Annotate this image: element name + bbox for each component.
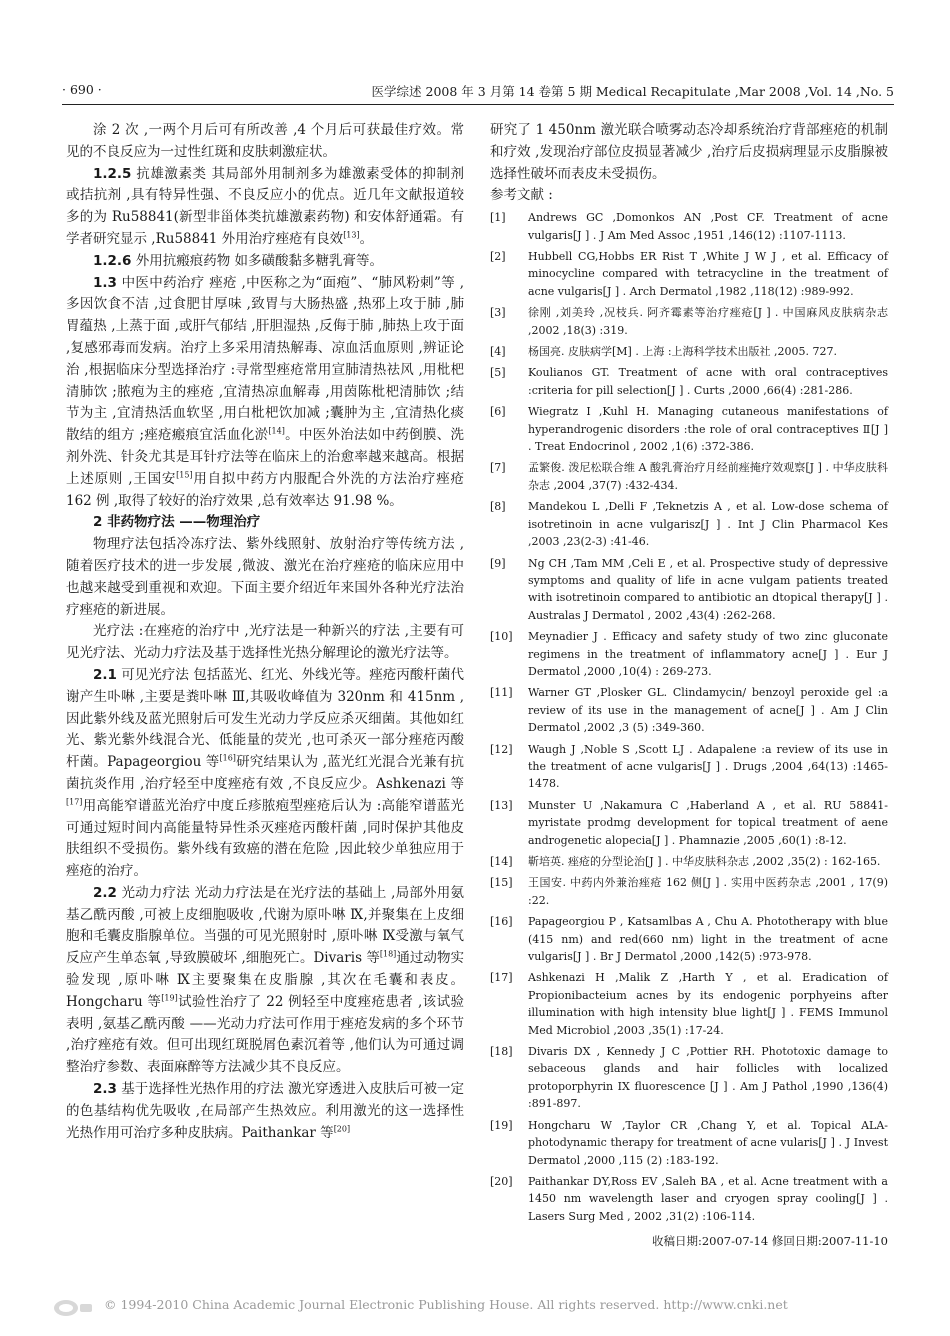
reference-text: Hongcharu W ,Taylor CR ,Chang Y, et al. Topical ALA-photodynamic therapy for treatment of acne vularis[J ] . J Invest Dermatol ,2000 ,115 (2) :183-192. bbox=[528, 1118, 888, 1167]
reference-text: Waugh J ,Noble S ,Scott LJ . Adapalene :a review of its use in the treatment of acne vulgaris[J ] . Drugs ,2004 ,64(13) :1465-1478. bbox=[528, 742, 888, 791]
page-number: · 690 · bbox=[62, 82, 102, 97]
reference-number: [12] bbox=[490, 742, 513, 756]
reference-item bbox=[490, 1173, 888, 1225]
citation-ref: [20] bbox=[333, 1124, 351, 1134]
reference-number: [13] bbox=[490, 798, 513, 812]
light-therapy-paragraph: 光疗法 :在痤疮的治疗中 ,光疗法是一种新兴的疗法 ,主要有可见光疗法、光动力疗法及基于选择性光热分解理论的激光疗法等。 bbox=[66, 623, 464, 662]
reference-text: 杨国亮. 皮肤病学[M] . 上海 :上海科学技术出版社 ,2005. 727. bbox=[528, 345, 838, 359]
reference-text: Ashkenazi H ,Malik Z ,Harth Y , et al. Eradication of Propionibacteium acnes by its endogenic porphyeins after illumination with high intensity blue light[J ] . FEMS Immunol Med Microbiol ,2003 ,35(1) :17-24. bbox=[528, 971, 888, 1037]
cnki-logo-icon bbox=[52, 1298, 94, 1318]
reference-number: [18] bbox=[490, 1045, 513, 1059]
physical-therapy-paragraph: 物理疗法包括冷冻疗法、紫外线照射、放射治疗等传统方法 ,随着医疗技术的进一步发展 ,微波、激光在治疗痤疮的临床应用中也越来越受到重视和欢迎。下面主要介绍近年来国外各种光疗法治疗痤疮的新进展。 bbox=[66, 536, 464, 618]
reference-text: Wiegratz I ,Kuhl H. Managing cutaneous manifestations of hyperandrogenic disorders :the role of oral contraceptives Ⅱ[J ] . Treat Endocrinol , 2002 ,1(6) :372-386. bbox=[528, 405, 888, 454]
reference-number: [8] bbox=[490, 500, 506, 514]
section-heading: 外用抗瘢痕药物 bbox=[135, 252, 231, 269]
reference-item bbox=[490, 209, 888, 244]
reference-number: [2] bbox=[490, 250, 506, 263]
section-number: 2.1 bbox=[93, 666, 117, 683]
reference-item bbox=[490, 853, 888, 870]
reference-number: [19] bbox=[490, 1118, 513, 1132]
citation-ref: [15] bbox=[176, 470, 193, 480]
section-heading: 抗雄激素类 bbox=[136, 165, 207, 182]
citation-ref: [18] bbox=[379, 949, 397, 959]
reference-text: 王国安. 中药内外兼治痤疮 162 侧[J ] . 实用中医药杂志 ,2001 , 17(9) :22. bbox=[528, 876, 888, 907]
reference-text: 靳培英. 痤疮的分型论治[J ] . 中华皮肤科杂志 ,2002 ,35(2) : 162-165. bbox=[528, 855, 881, 868]
reference-text: Koulianos GT. Treatment of acne with oral contraceptives :criteria for pill selection[J ] . Curts ,2000 ,66(4) :281-286. bbox=[528, 366, 888, 397]
reference-item bbox=[490, 874, 888, 909]
section-2-heading: 2 非药物疗法 ——物理治疗 bbox=[93, 514, 261, 531]
footer bbox=[0, 1292, 950, 1322]
reference-text: Paithankar DY,Ross EV ,Saleh BA , et al. Acne treatment with a 1450 nm wavelength laser and cryogen spray cooling[J ] . Lasers Surg Med , 2002 ,31(2) :106-114. bbox=[528, 1174, 888, 1223]
reference-item bbox=[490, 1117, 888, 1169]
section-2-3: 2.3 基于选择性光热作用的疗法 激光穿透进入皮肤后可被一定的色基结构优先吸收 ,在局部产生热效应。利用激光的这一选择性光热作用可治疗多种皮肤病。Paithankar 等[20] bbox=[66, 1081, 465, 1141]
section-heading: 中医中药治疗 bbox=[121, 274, 205, 291]
running-header bbox=[62, 80, 894, 105]
reference-text: Warner GT ,Plosker GL. Clindamycin/ benzoyl peroxide gel :a review of its use in the management of acne[J ] . Am J Clin Dermatol ,2002 ,3 (5) :349-360. bbox=[528, 686, 888, 735]
section-heading: 可见光疗法 bbox=[121, 666, 189, 683]
reference-item bbox=[490, 628, 888, 680]
reference-text: Papageorgiou P , Katsamlbas A , Chu A. Phototherapy with blue (415 nm) and red(660 nm) light in the treatment of acne vulgaris[J ] . Br J Dermatol ,2000 ,142(5) :973-978. bbox=[528, 915, 888, 964]
reference-item bbox=[490, 459, 888, 494]
reference-text: Ng CH ,Tam MM ,Celi E , et al. Prospective study of depressive symptoms and quality of life in acne vulgam patients treated with isotretinoin compared to antibiotic an dtopical therapy[J ] . Australas J Dermatol , 2002 ,43(4) :262-268. bbox=[528, 556, 888, 622]
reference-text: Divaris DX , Kennedy J C ,Pottier RH. Phototoxic damage to sebaceous glands and hair follicles with localized protoporphyrin IX fluorescence [J ] . Am J Pathol ,1990 ,136(4) :891-897. bbox=[528, 1045, 888, 1111]
reference-number: [16] bbox=[490, 915, 513, 929]
section-heading: 光动力疗法 bbox=[121, 884, 191, 901]
reference-item bbox=[490, 498, 888, 550]
reference-item bbox=[490, 913, 888, 965]
citation-ref: [13] bbox=[343, 230, 360, 240]
reference-item bbox=[490, 343, 888, 360]
references-title: 参考文献 : bbox=[490, 187, 553, 204]
reference-item bbox=[490, 248, 888, 300]
reference-number: [3] bbox=[490, 306, 506, 320]
section-1-2-6: 1.2.6 外用抗瘢痕药物 如多磺酸黏多糖乳膏等。 bbox=[93, 252, 384, 269]
section-number: 1.2.6 bbox=[93, 252, 132, 269]
reference-list bbox=[490, 209, 888, 1225]
reference-number: [20] bbox=[490, 1174, 513, 1188]
copyright-notice: © 1994-2010 China Academic Journal Electronic Publishing House. All rights reserved. http://www.cnki.net bbox=[104, 1297, 788, 1312]
section-2-2: 2.2 光动力疗法 光动力疗法是在光疗法的基础上 ,局部外用氨基乙酰丙酸 ,可被上皮细胞吸收 ,代谢为原卟啉 Ⅸ,并聚集在上皮细胞和毛囊皮脂腺单位。当强的可见光照射时 ,原卟啉 Ⅸ受激与氧气反应产生单态氧 ,导致膜破坏 ,细胞死亡。Divaris 等[18]通过动物实验发现 ,原卟啉 Ⅸ主要聚集在皮脂腺 ,其次在毛囊和表皮。Hongcharu 等[19]试验性治疗了 22 例轻至中度痤疮患者 ,该试验表明 ,氨基乙酰丙酸 ——光动力疗法可作用于痤疮发病的多个环节 ,治疗痤疮有效。但可出现红斑脱屑色素沉着等 ,他们认为可通过调整治疗参数、表面麻醉等方法减少其不良反应。 bbox=[66, 884, 464, 1076]
section-number: 2.2 bbox=[93, 884, 117, 901]
reference-item bbox=[490, 684, 888, 736]
reference-text: Meynadier J . Efficacy and safety study of two zinc gluconate regimens in the treatment of inflammatory acne[J ] . Eur J Dermatol ,2000 ,10(4) : 269-273. bbox=[528, 630, 888, 678]
received-dates: 收稿日期:2007-07-14 修回日期:2007-11-10 bbox=[651, 1234, 888, 1249]
reference-item bbox=[490, 364, 888, 399]
citation-ref: [17] bbox=[66, 797, 83, 807]
section-number: 1.3 bbox=[93, 274, 117, 291]
reference-text: Andrews GC ,Domonkos AN ,Post CF. Treatment of acne vulgaris[J ] . J Am Med Assoc ,1951 ,146(12) :1107-1113. bbox=[528, 211, 888, 242]
reference-number: [1] bbox=[490, 211, 506, 225]
journal-citation: 医学综述 2008 年 3 月第 14 卷第 5 期 Medical Recapitulate ,Mar 2008 ,Vol. 14 ,No. 5 bbox=[371, 84, 894, 99]
reference-text: Hubbell CG,Hobbs ER Rist T ,White J W J , et al. Efficacy of minocycline compared with tetracycline in the treatment of acne vulgaris[J ] . Arch Dermatol ,1982 ,118(12) :989-992. bbox=[528, 250, 888, 298]
reference-number: [11] bbox=[490, 686, 513, 700]
reference-number: [14] bbox=[490, 855, 513, 868]
paragraph-continued-right: 研究了 1 450nm 激光联合喷雾动态冷却系统治疗背部痤疮的机制和疗效 ,发现治疗部位皮损显著减少 ,治疗后皮损病理显示皮脂腺被选择性破坏而表皮未受损伤。 bbox=[490, 122, 888, 182]
reference-number: [4] bbox=[490, 345, 506, 359]
reference-number: [9] bbox=[490, 556, 506, 570]
reference-number: [15] bbox=[490, 876, 513, 890]
section-number: 2.3 bbox=[93, 1081, 117, 1098]
reference-item bbox=[490, 797, 888, 849]
left-column bbox=[66, 120, 464, 1144]
citation-ref: [14] bbox=[268, 426, 285, 436]
reference-number: [6] bbox=[490, 405, 506, 419]
reference-item bbox=[490, 304, 888, 339]
citation-ref: [16] bbox=[219, 753, 236, 763]
section-1-3: 1.3 中医中药治疗 痤疮 ,中医称之为“面疱”、“肺风粉刺”等 ,多因饮食不洁 ,过食肥甘厚味 ,致胃与大肠热盛 ,热邪上攻于肺 ,肺胃蕴热 ,上蒸于面 ,或肝气郁结 ,肝胆湿热 ,反侮于肺 ,肺热上攻于面 ,复感邪毒而发病。治疗上多采用清热解毒、凉血活血原则 ,辨证论治 ,根据临床分型选择治疗 :寻常型痤疮常用宣肺清热祛风 ,用枇杷清肺饮 ;脓疱为主的痤疮 ,宜清热凉血解毒 ,用茵陈枇杷清肺饮 ;结节为主 ,宜清热活血软坚 ,用白枇杷饮加减 ;囊肿为主 ,宜清热化痰散结的组方 ;痤疮瘢痕宜活血化淤[14]。中医外治法如中药倒膜、洗剂外洗、针灸尤其是耳针疗法等在临床上的治愈率越来越高。根据上述原则 ,王国安[15]用自拟中药方内服配合外洗的方法治疗痤疮 162 例 ,取得了较好的治疗效果 ,总有效率达 91.98 %。 bbox=[66, 274, 465, 509]
reference-item bbox=[490, 403, 888, 455]
section-number: 1.2.5 bbox=[93, 165, 132, 182]
reference-item bbox=[490, 1043, 888, 1113]
right-column bbox=[490, 120, 888, 1253]
reference-text: 徐刚 ,刘美玲 ,况枝兵. 阿齐霉素等治疗痤疮[J ] . 中国麻风皮肤病杂志 ,2002 ,18(3) :319. bbox=[528, 306, 888, 337]
reference-number: [10] bbox=[490, 630, 513, 644]
reference-number: [5] bbox=[490, 366, 506, 380]
reference-item bbox=[490, 741, 888, 793]
reference-text: Munster U ,Nakamura C ,Haberland A , et al. RU 58841-myristate prodmg development for topical treatment of aene androgenetic alopecia[J ] . Phamnazie ,2005 ,60(1) :8-12. bbox=[528, 798, 888, 847]
citation-ref: [19] bbox=[161, 993, 178, 1003]
reference-number: [7] bbox=[490, 461, 506, 475]
section-1-2-5: 1.2.5 抗雄激素类 其局部外用制剂多为雄激素受体的抑制剂或拮抗剂 ,具有特异性强、不良反应小的优点。近几年文献报道较多的为 Ru58841(新型非甾体类抗雄激素药物) 和安体舒通霜。有学者研究显示 ,Ru58841 外用治疗痤疮有良效[13]。 bbox=[66, 165, 465, 247]
paragraph-continued: 涂 2 次 ,一两个月后可有所改善 ,4 个月后可获最佳疗效。常见的不良反应为一过性红斑和皮肤刺激症状。 bbox=[66, 122, 464, 160]
reference-text: 孟繁俊. 泼尼松联合维 A 酸乳膏治疗月经前痤掩疗效观察[J ] . 中华皮肤科杂志 ,2004 ,37(7) :432-434. bbox=[528, 461, 888, 492]
reference-number: [17] bbox=[490, 971, 513, 985]
reference-text: Mandekou L ,Delli F ,Teknetzis A , et al. Low-dose schema of isotretinoin in acne vulgarisz[J ] . Int J Clin Pharmacol Kes ,2003 ,23(2-3) :41-46. bbox=[528, 500, 888, 549]
section-heading: 基于选择性光热作用的疗法 bbox=[121, 1081, 284, 1098]
section-2-1: 2.1 可见光疗法 包括蓝光、红光、外线光等。痤疮丙酸杆菌代谢产生卟啉 ,主要是粪卟啉 Ⅲ,其吸收峰值为 320nm 和 415nm ,因此紫外线及蓝光照射后可发生光动力学反应杀灭细菌。其他如红光、紫光紫外线混合光、低能量的荧光 ,也可杀灭一部分痤疮丙酸杆菌。Papageorgiou 等[16]研究结果认为 ,蓝光红光混合光兼有抗菌抗炎作用 ,治疗轻至中度痤疮有效 ,不良反应少。Ashkenazi 等[17]用高能窄谱蓝光治疗中度丘疹脓疱型痤疮后认为 :高能窄谱蓝光可通过短时间内高能量特异性杀灭痤疮丙酸杆菌 ,同时保护其他皮肤组织不受损伤。紫外线有致癌的潜在危险 ,因此较少单独应用于痤疮的治疗。 bbox=[66, 666, 465, 880]
reference-item bbox=[490, 969, 888, 1039]
reference-item bbox=[490, 555, 888, 625]
